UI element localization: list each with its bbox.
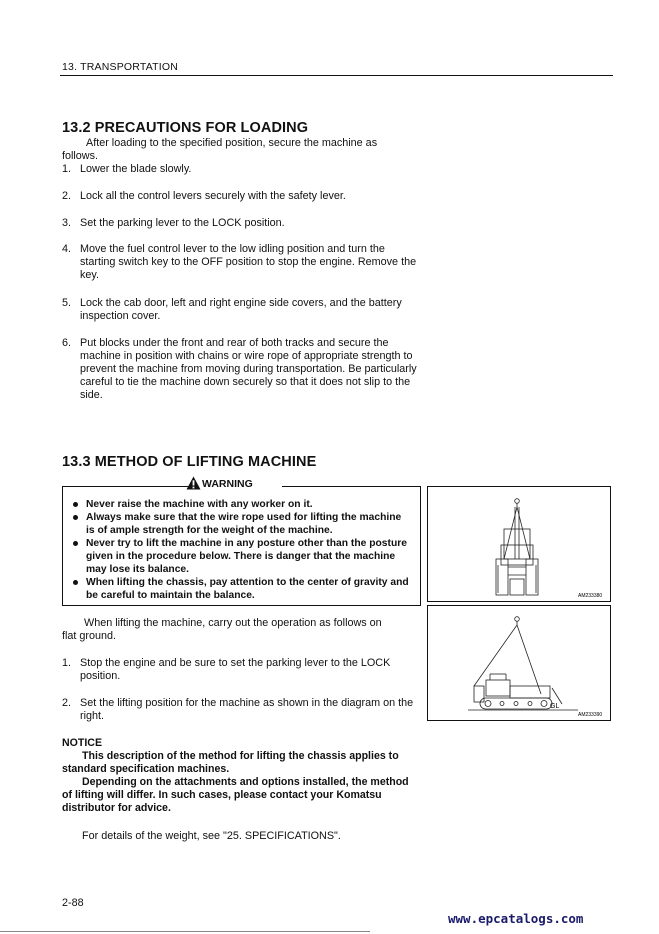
item-text: Put blocks under the front and rear of both tracks and secure the machine in position with chains or wire rope of appropriate strength to prevent the machine from moving during transportation. Be particularly careful to tie the machine down securely so that it does not slip to the side. <box>80 337 417 401</box>
item-text: Lock the cab door, left and right engine side covers, and the battery inspection cover. <box>80 297 402 322</box>
side-view-machine-drawing <box>428 606 610 720</box>
notice-paragraph-2: Depending on the attachments and options installed, the method of lifting will differ. In such cases, please contact your Komatsu distributor for advice. <box>62 776 409 814</box>
notice-title: NOTICE <box>62 737 103 749</box>
item-text: Lower the blade slowly. <box>80 163 192 175</box>
item-text: Stop the engine and be sure to set the parking lever to the LOCK position. <box>80 657 391 682</box>
warning-bullet: Never try to lift the machine in any posture other than the posture given in the procedure below. There is danger that the machine may lose its balance. <box>72 537 412 576</box>
bottom-rule <box>0 931 370 932</box>
watermark-url[interactable]: www.epcatalogs.com <box>448 911 584 926</box>
list-item <box>62 657 422 683</box>
item-number: 1. <box>62 657 72 669</box>
figure-code: AM233380 <box>578 593 603 599</box>
item-number: 6. <box>62 337 72 349</box>
item-number: 3. <box>62 217 72 229</box>
figure-front-lifting <box>427 486 611 602</box>
figure-code: AM233390 <box>578 712 603 718</box>
intro-13-2-line2: follows. <box>62 150 99 162</box>
intro-13-2-line1: After loading to the specified position, secure the machine as <box>86 137 378 149</box>
item-text: Set the parking lever to the LOCK position. <box>80 217 285 229</box>
list-item <box>62 243 422 282</box>
front-view-machine-drawing <box>428 487 610 601</box>
notice-paragraph-1: This description of the method for lifting the chassis applies to standard specification machines. <box>62 750 399 775</box>
page-number: 2-88 <box>62 897 84 909</box>
item-text: Lock all the control levers securely with the safety lever. <box>80 190 346 202</box>
ground-level-label: GL <box>550 703 560 710</box>
item-number: 1. <box>62 163 72 175</box>
warning-box-top-left-rule <box>62 486 198 487</box>
warning-box-top-right-rule <box>282 486 420 487</box>
list-item <box>62 697 422 723</box>
warning-title: WARNING <box>202 478 253 490</box>
warning-triangle-icon <box>186 476 201 490</box>
item-number: 5. <box>62 297 72 309</box>
item-number: 4. <box>62 243 72 255</box>
header-rule <box>60 75 613 76</box>
list-item <box>62 297 422 323</box>
item-number: 2. <box>62 697 72 709</box>
figure-side-lifting <box>427 605 611 721</box>
weight-note: For details of the weight, see "25. SPECIFICATIONS". <box>82 830 341 842</box>
warning-bullet: Always make sure that the wire rope used for lifting the machine is of ample strength for the weight of the machine. <box>72 511 412 537</box>
item-number: 2. <box>62 190 72 202</box>
intro-13-3-line2: flat ground. <box>62 630 117 642</box>
intro-13-3-line1: When lifting the machine, carry out the operation as follows on <box>84 617 382 629</box>
warning-list <box>72 498 412 602</box>
warning-bullet: Never raise the machine with any worker on it. <box>72 498 412 511</box>
list-item <box>62 217 422 230</box>
section-title-13-3: 13.3 METHOD OF LIFTING MACHINE <box>62 454 317 470</box>
list-item <box>62 337 422 402</box>
list-item <box>62 163 422 176</box>
item-text: Move the fuel control lever to the low idling position and turn the starting switch key to the OFF position to stop the engine. Remove the key. <box>80 243 417 281</box>
section-title-13-2: 13.2 PRECAUTIONS FOR LOADING <box>62 120 309 136</box>
list-item <box>62 190 422 203</box>
warning-bullet: When lifting the chassis, pay attention to the center of gravity and be careful to maintain the balance. <box>72 576 412 602</box>
item-text: Set the lifting position for the machine as shown in the diagram on the right. <box>80 697 414 722</box>
section-header: 13. TRANSPORTATION <box>62 61 179 73</box>
